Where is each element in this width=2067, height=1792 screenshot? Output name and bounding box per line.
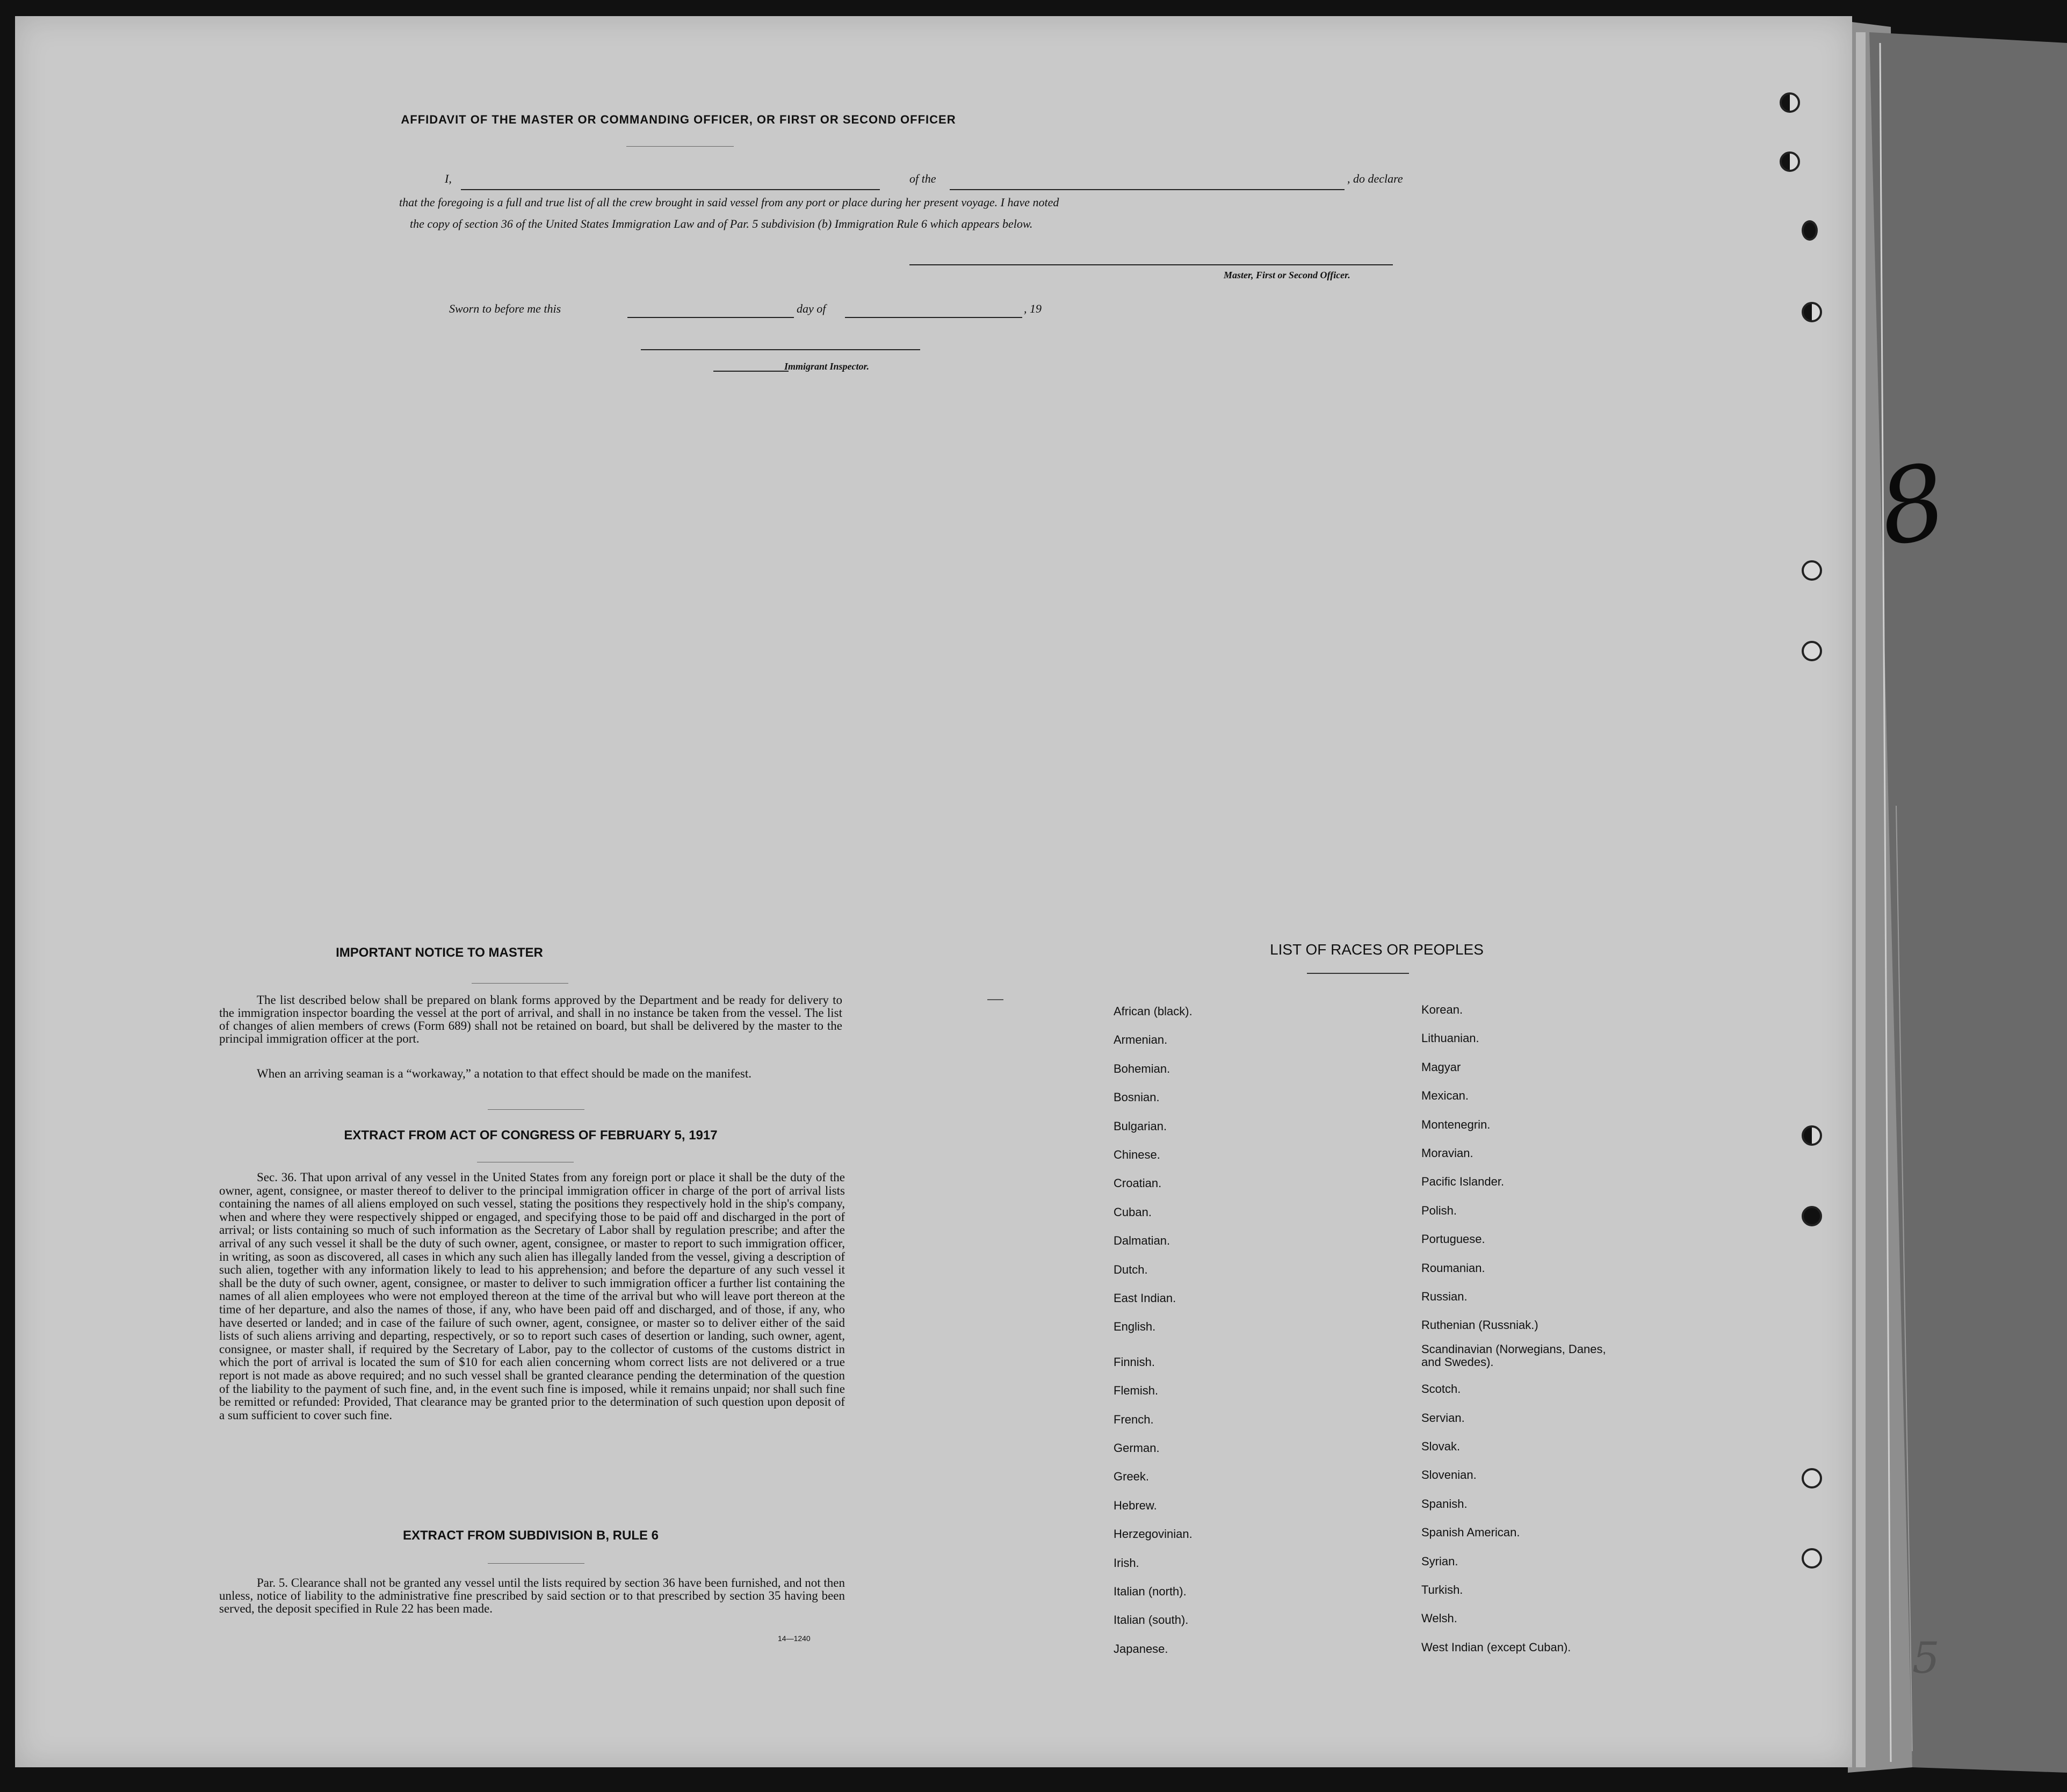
- race-item: Dalmatian.: [1114, 1234, 1170, 1248]
- sworn-date-blank: [627, 317, 794, 318]
- races-rule: [1307, 973, 1409, 974]
- name-blank: [461, 189, 880, 190]
- affidavit-line3: the copy of section 36 of the United States Immigration Law and of Par. 5 subdivision (b) Immigration Rule 6 which appears below.: [410, 217, 1033, 230]
- extract-act-text: Sec. 36. That upon arrival of any vessel in the United States from any foreign port or place it shall be the duty of the owner, agent, consignee, or master thereof to deliver to the principal immigration officer in charge of the port of arrival lists containing the names of all aliens employed on such vessel, stating the positions they respectively hold in the ship's company, when and where they were respectively shipped or engaged, and specifying those to be paid off and discharged in the port of arrival; or lists containing so much of such information as the Secretary of Labor shall by regulation prescribe; and after the arrival of any such vessel it shall be the duty of such owner, agent, consignee, or master to report to such immigration officer, in writing, as soon as discovered, all cases in which any such alien has illegally landed from the vessel, giving a description of such alien, together with any information likely to lead to his apprehension; and before the departure of any such vessel it shall be the duty of such owner, agent, consignee, or master to deliver to such immigration officer a further list containing the names of all alien employees who were not employed thereon at the time of the arrival but who will leave port thereon at the time of her departure, and also the names of those, if any, who have been paid off and discharged, and of those, if any, who have deserted or landed; and in case of the failure of such owner, agent, consignee, or master so to deliver either of the said lists of such aliens arriving and departing, respectively, or so to report such cases of desertion or landing, such owner, agent, consignee, or master shall, if required by the Secretary of Labor, pay to the collector of customs of the customs district in which the port of arrival is located the sum of $10 for each alien concerning whom correct lists are not delivered or a true report is not made as above required; and no such vessel shall be granted clearance pending the determination of the question of the liability to the payment of such fine, and, in the event such fine is imposed, while it remains unpaid; nor shall such fine be remitted or refunded: Provided, That clearance may be granted prior to the determination of such question upon deposit of a sum sufficient to cover such fine.: [219, 1170, 845, 1422]
- notice-rule: [472, 983, 568, 984]
- race-item: Mexican.: [1421, 1089, 1469, 1103]
- affidavit-title: AFFIDAVIT OF THE MASTER OR COMMANDING OFFICER, OR FIRST OR SECOND OFFICER: [401, 113, 956, 126]
- edge-page-number: 5: [1912, 1633, 1940, 1683]
- race-item: Chinese.: [1114, 1148, 1160, 1161]
- race-item: Croatian.: [1114, 1176, 1162, 1190]
- race-item: Armenian.: [1114, 1033, 1168, 1047]
- notice-paragraph-2: When an arriving seaman is a “workaway,” a notation to that effect should be made on the manifest.: [257, 1067, 751, 1080]
- race-item: Korean.: [1421, 1003, 1463, 1016]
- handwritten-page-number: 8: [1870, 441, 1955, 569]
- race-item: Moravian.: [1421, 1146, 1473, 1160]
- binder-hole: [1802, 1548, 1822, 1569]
- race-item: Russian.: [1421, 1290, 1468, 1303]
- form-number: 14—1240: [778, 1634, 811, 1643]
- race-item: Lithuanian.: [1421, 1031, 1479, 1045]
- race-item: West Indian (except Cuban).: [1421, 1640, 1571, 1654]
- race-item: Bulgarian.: [1114, 1119, 1167, 1133]
- race-item: Magyar: [1421, 1060, 1461, 1074]
- race-item: Herzegovinian.: [1114, 1527, 1192, 1541]
- inspector-label: Immigrant Inspector.: [784, 361, 870, 372]
- race-item: Dutch.: [1114, 1262, 1148, 1276]
- race-item: Finnish.: [1114, 1355, 1155, 1369]
- binder-hole: [1802, 1125, 1822, 1146]
- signature-line: [909, 264, 1393, 265]
- race-item: Ruthenian (Russniak.): [1421, 1318, 1538, 1332]
- race-item: Roumanian.: [1421, 1261, 1485, 1275]
- notice-end-rule: [488, 1109, 584, 1110]
- races-title: LIST OF RACES OR PEOPLES: [1270, 941, 1484, 958]
- race-item: Welsh.: [1421, 1612, 1457, 1625]
- race-item: Slovak.: [1421, 1440, 1461, 1453]
- race-item: East Indian.: [1114, 1291, 1176, 1305]
- stray-mark: [987, 999, 1003, 1000]
- extract-rule-title: EXTRACT FROM SUBDIVISION B, RULE 6: [402, 1528, 659, 1543]
- extract-rule-text: Par. 5. Clearance shall not be granted any vessel until the lists required by section 36 have been furnished, and not then unless, notice of liability to the administrative fine prescribed by said section or to that prescribed by section 35 having been served, the deposit specified in Rule 22 has been made.: [219, 1576, 845, 1615]
- race-item: Montenegrin.: [1421, 1117, 1491, 1131]
- vessel-blank: [950, 189, 1345, 190]
- race-item: Servian.: [1421, 1411, 1465, 1425]
- sworn-prefix: Sworn to before me this: [449, 302, 561, 315]
- affidavit-line2: that the foregoing is a full and true list of all the crew brought in said vessel from any port or place during her present voyage. I have noted: [399, 196, 1059, 209]
- race-item: Scotch.: [1421, 1382, 1461, 1396]
- race-item: Pacific Islander.: [1421, 1175, 1505, 1189]
- extract-act-title: EXTRACT FROM ACT OF CONGRESS OF FEBRUARY 5, 1917: [344, 1128, 718, 1143]
- race-item: German.: [1114, 1441, 1160, 1455]
- affidavit-i: I,: [445, 172, 452, 185]
- race-item: Portuguese.: [1421, 1232, 1485, 1246]
- race-item: Hebrew.: [1114, 1498, 1157, 1512]
- inspector-short-line: [713, 371, 789, 372]
- signature-label: Master, First or Second Officer.: [1224, 270, 1350, 280]
- binder-hole: [1802, 1468, 1822, 1488]
- race-item: Spanish American.: [1421, 1526, 1520, 1540]
- race-item: Bosnian.: [1114, 1090, 1160, 1104]
- sworn-day: day of: [797, 302, 826, 315]
- notice-paragraph-1: The list described below shall be prepared on blank forms approved by the Department and be ready for delivery to the immigration inspector boarding the vessel at the port of arrival, and shall in no instance be taken from the vessel. The list of changes of alien members of crews (Form 689) shall not be retained on board, but shall be delivered by the master to the principal immigration officer at the port.: [219, 993, 842, 1045]
- sworn-month-blank: [845, 317, 1022, 318]
- race-item: French.: [1114, 1412, 1154, 1426]
- race-item: Scandinavian (Norwegians, Danes, and Swedes).: [1421, 1342, 1606, 1369]
- binder-hole: [1802, 1206, 1822, 1226]
- race-item: Italian (north).: [1114, 1585, 1187, 1598]
- race-item: Syrian.: [1421, 1554, 1458, 1568]
- race-item: Spanish.: [1421, 1497, 1468, 1511]
- race-item: Flemish.: [1114, 1384, 1159, 1398]
- race-item: Japanese.: [1114, 1642, 1168, 1656]
- notice-title: IMPORTANT NOTICE TO MASTER: [336, 945, 543, 960]
- race-item: Slovenian.: [1421, 1468, 1477, 1482]
- race-item: Polish.: [1421, 1203, 1457, 1217]
- race-item: Greek.: [1114, 1470, 1150, 1484]
- binder-hole: [1780, 92, 1800, 113]
- race-item: Cuban.: [1114, 1205, 1152, 1219]
- extract-rule-rule: [488, 1563, 584, 1564]
- affidavit-of-the: of the: [909, 172, 936, 185]
- affidavit-declare: , do declare: [1347, 172, 1403, 185]
- race-item: Turkish.: [1421, 1583, 1463, 1596]
- inspector-line: [641, 349, 920, 350]
- sworn-year: , 19: [1024, 302, 1042, 315]
- binder-hole: [1802, 641, 1822, 661]
- race-item: English.: [1114, 1320, 1156, 1334]
- race-item: Irish.: [1114, 1556, 1139, 1570]
- binder-hole: [1780, 151, 1800, 172]
- binder-hole: [1802, 302, 1822, 322]
- manifest-page: [15, 16, 1852, 1767]
- binder-hole: [1802, 560, 1822, 581]
- race-item: African (black).: [1114, 1005, 1192, 1018]
- race-item: Bohemian.: [1114, 1061, 1170, 1075]
- binder-hole: [1802, 220, 1818, 241]
- title-rule: [626, 146, 734, 147]
- race-item: Italian (south).: [1114, 1613, 1189, 1627]
